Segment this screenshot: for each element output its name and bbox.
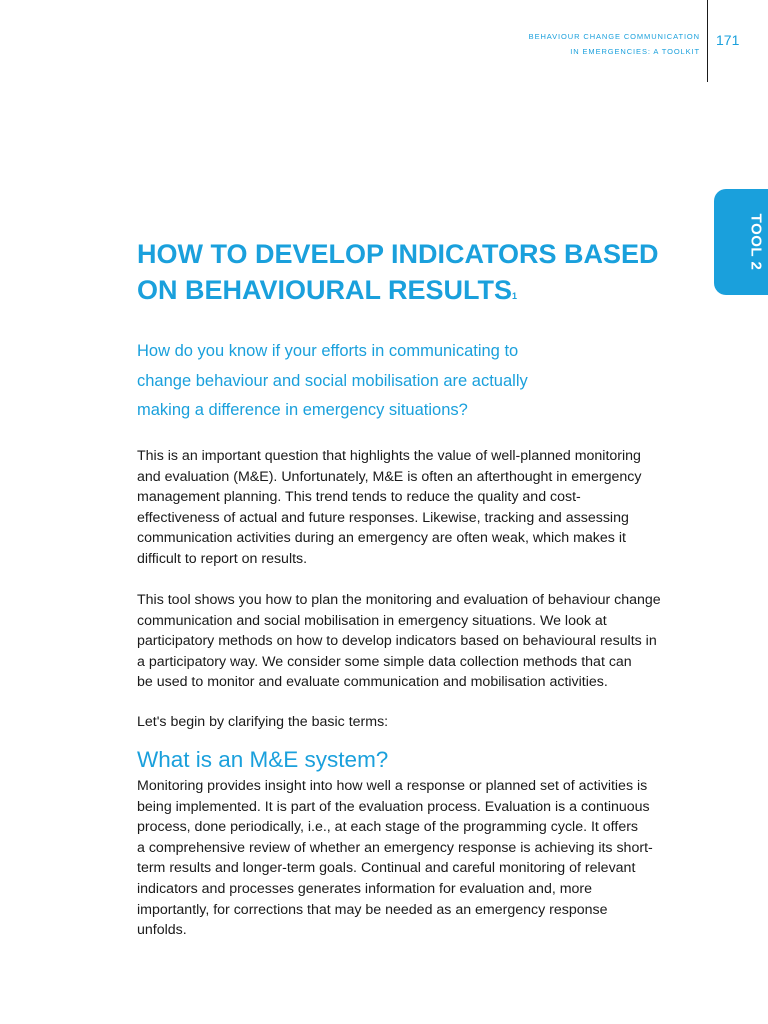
- section-heading: What is an M&E system?: [137, 747, 389, 772]
- paragraph-line: management planning. This trend tends to reduce the quality and cost-: [137, 489, 581, 506]
- transition-paragraph: Let's begin by clarifying the basic terms:: [137, 714, 389, 730]
- page-title: [137, 236, 697, 308]
- running-head: [529, 29, 700, 59]
- tool-tab-label: TOOL 2: [747, 213, 765, 271]
- paragraph-line: and evaluation (M&E). Unfortunately, M&E is often an afterthought in emergency: [137, 468, 642, 485]
- paragraph-line: a comprehensive review of whether an emergency response is achieving its short-: [137, 839, 653, 856]
- paragraph-line: importantly, for corrections that may be needed as an emergency response: [137, 901, 608, 918]
- paragraph-line: being implemented. It is part of the evaluation process. Evaluation is a continuous: [137, 798, 650, 815]
- paragraph-line: This is an important question that highlights the value of well-planned monitoring: [137, 448, 641, 464]
- lead-line: How do you know if your efforts in communicating to: [137, 342, 519, 360]
- paragraph-line: participatory methods on how to develop indicators based on behavioural results in: [137, 633, 657, 650]
- lead-question: [137, 337, 607, 426]
- paragraph-line: This tool shows you how to plan the monitoring and evaluation of behaviour change: [137, 592, 661, 608]
- section-body-paragraph: [137, 776, 697, 941]
- tool-tab: [714, 189, 768, 295]
- footnote-reference: 1: [512, 291, 518, 301]
- running-head-line: BEHAVIOUR CHANGE COMMUNICATION: [528, 32, 700, 41]
- paragraph-line: a participatory way. We consider some simple data collection methods that can: [137, 653, 632, 670]
- running-head-line: IN EMERGENCIES: A TOOLKIT: [570, 47, 700, 56]
- lead-line: change behaviour and social mobilisation are actually: [137, 371, 528, 390]
- paragraph-line: indicators and processes generates information for evaluation and, more: [137, 880, 593, 897]
- paragraph-line: effectiveness of actual and future responses. Likewise, tracking and assessing: [137, 509, 629, 526]
- paragraph-line: Monitoring provides insight into how well a response or planned set of activities is: [137, 778, 648, 794]
- intro-paragraph: [137, 446, 697, 570]
- title-line: HOW TO DEVELOP INDICATORS BASED: [137, 239, 659, 269]
- paragraph-line: difficult to report on results.: [137, 550, 308, 567]
- tool-overview-paragraph: [137, 590, 697, 693]
- paragraph-line: unfolds.: [137, 922, 187, 939]
- paragraph-line: process, done periodically, i.e., at each stage of the programming cycle. It offers: [137, 819, 639, 836]
- paragraph-line: term results and longer-term goals. Continual and careful monitoring of relevant: [137, 860, 636, 877]
- page-number: 171: [716, 32, 740, 48]
- paragraph-line: communication activities during an emergency are often weak, which makes it: [137, 530, 626, 547]
- title-line: ON BEHAVIOURAL RESULTS: [137, 275, 513, 305]
- paragraph-line: be used to monitor and evaluate communication and mobilisation activities.: [137, 674, 608, 691]
- header-divider: [707, 0, 708, 82]
- paragraph-line: communication and social mobilisation in emergency situations. We look at: [137, 612, 607, 629]
- lead-line: making a difference in emergency situations?: [137, 401, 468, 419]
